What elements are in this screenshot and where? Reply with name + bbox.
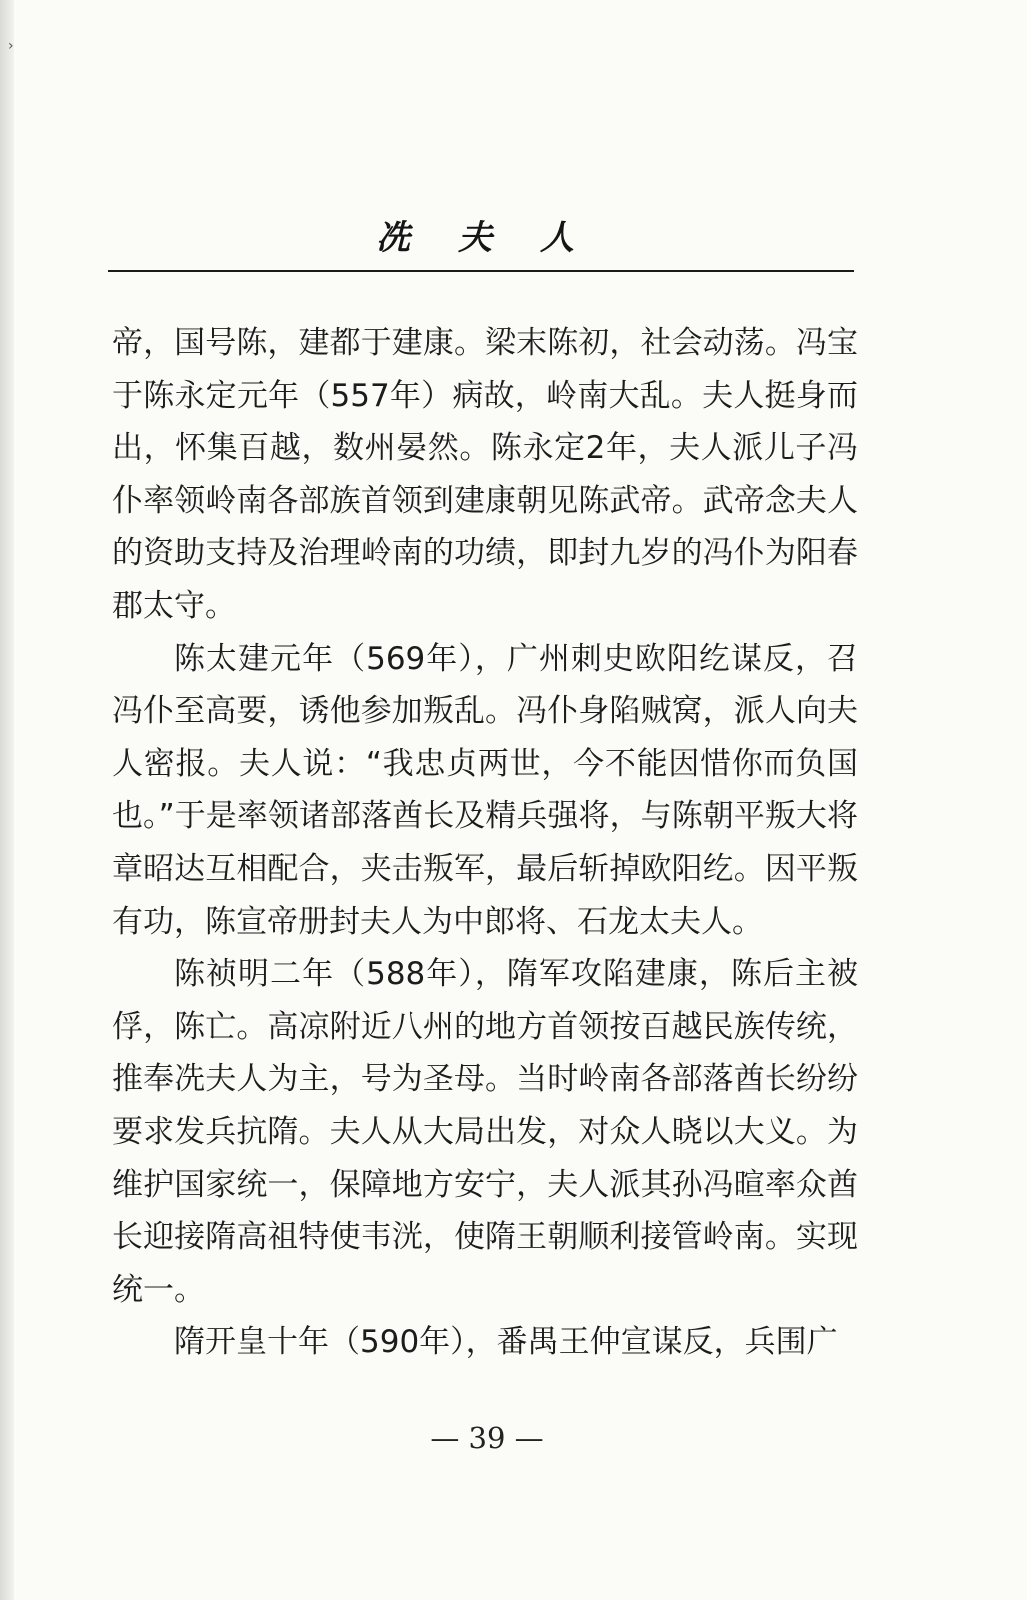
paragraph-4: 隋开皇十年（590年），番禺王仲宣谋反，兵围广 [174, 1324, 838, 1361]
header-rule [108, 270, 854, 272]
body-text [112, 317, 858, 1369]
running-header-title: 冼夫人 [376, 218, 622, 258]
paragraph-3: 陈祯明二年（588年），隋军攻陷建康，陈后主被俘，陈亡。高凉附近八州的地方首领按百越民族传统，推奉冼夫人为主，号为圣母。当时岭南各部落酋长纷纷要求发兵抗隋。夫人从大局出发，对众人晓以大义。为维护国家统一，保障地方安宁，夫人派其孙冯暄率众酋长迎接隋高祖特使韦洸，使隋王朝顺利接管岭南。实现统一。 [112, 956, 858, 1308]
paragraph-2: 陈太建元年（569年），广州刺史欧阳纥谋反，召冯仆至高要，诱他参加叛乱。冯仆身陷贼窝，派人向夫人密报。夫人说：“我忠贞两世，今不能因惜你而负国也。”于是率领诸部落酋长及精兵强将，与陈朝平叛大将章昭达互相配合，夹击叛军，最后斩掉欧阳纥。因平叛有功，陈宣帝册封夫人为中郎将、石龙太夫人。 [112, 640, 858, 940]
page-number: — 39 — [430, 1421, 544, 1455]
paragraph-1: 帝，国号陈，建都于建康。梁末陈初，社会动荡。冯宝于陈永定元年（557年）病故，岭南大乱。夫人挺身而出，怀集百越，数州晏然。陈永定2年，夫人派儿子冯仆率领岭南各部族首领到建康朝见陈武帝。武帝念夫人的资助支持及治理岭南的功绩，即封九岁的冯仆为阳春郡太守。 [112, 325, 858, 624]
scan-speck: › [8, 38, 14, 54]
